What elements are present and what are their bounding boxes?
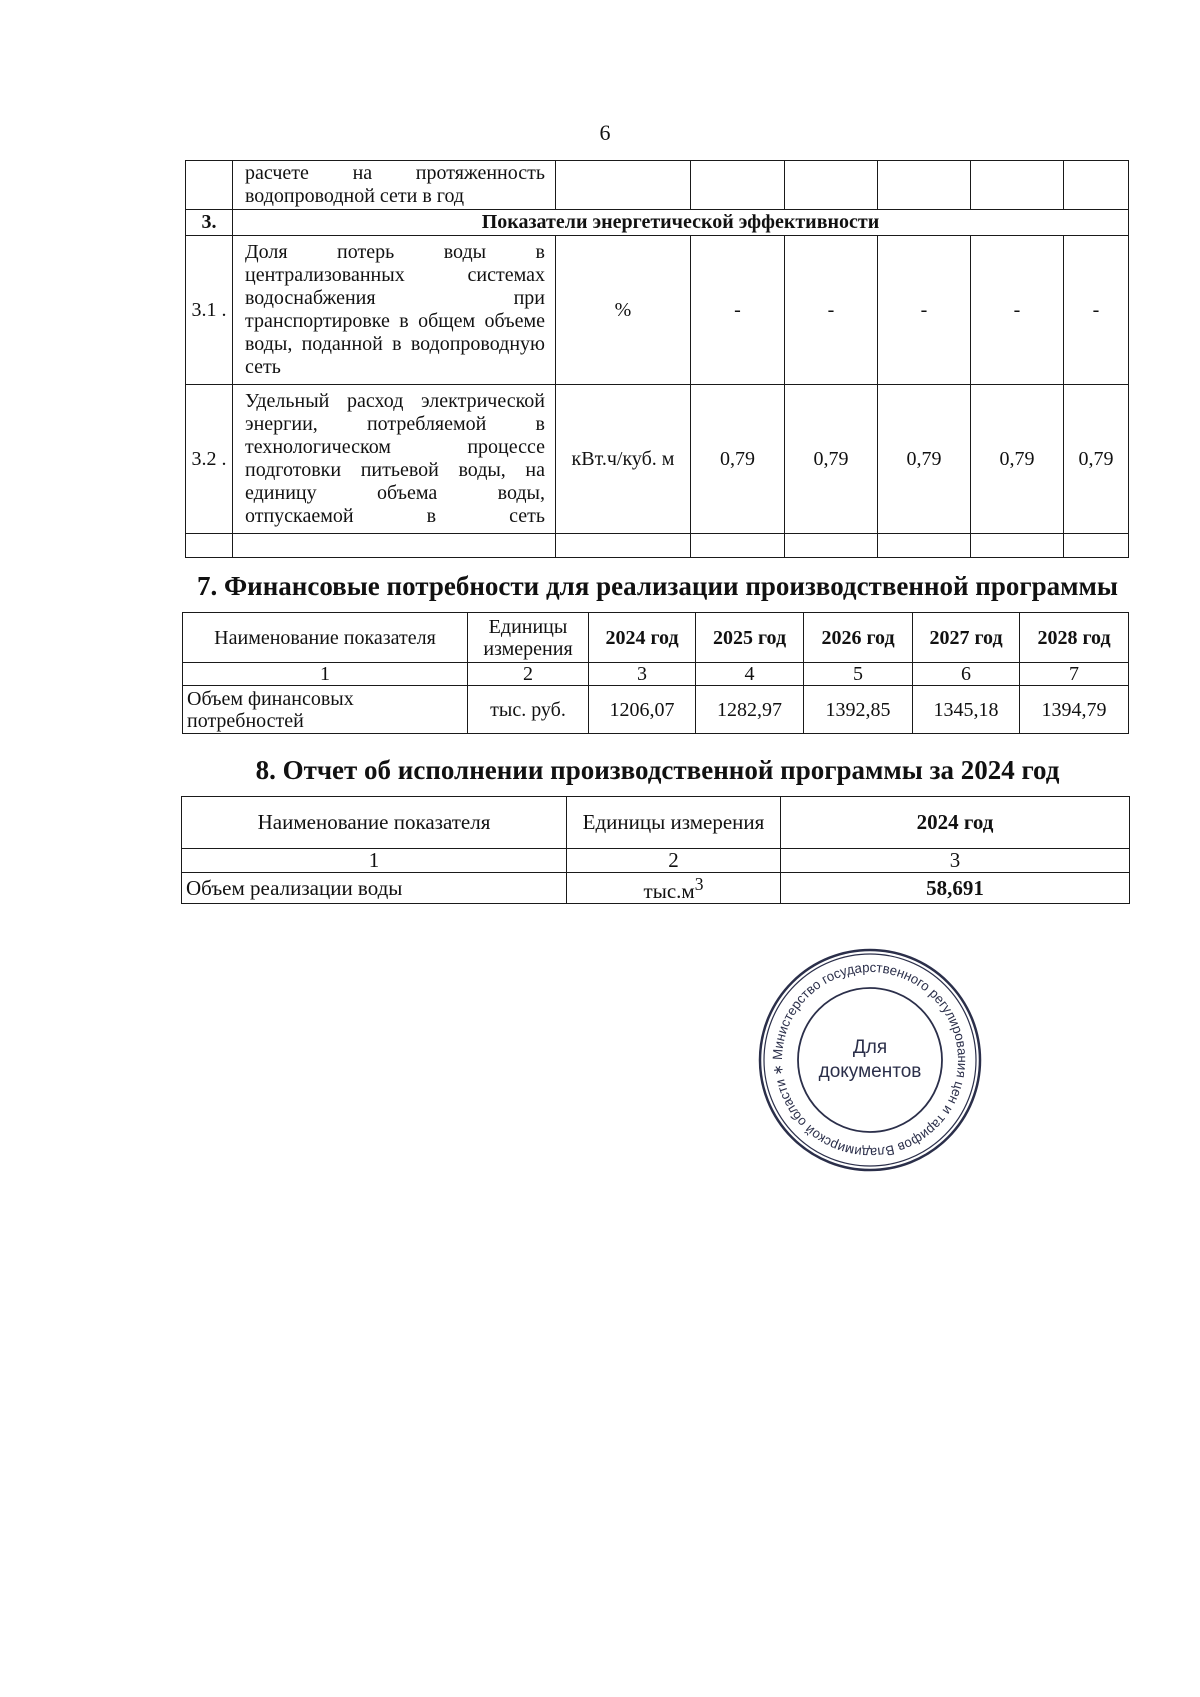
column-number: 2: [567, 849, 781, 873]
column-header: 2025 год: [696, 613, 804, 663]
column-header: 2024 год: [781, 797, 1130, 849]
section-heading: Показатели энергетической эффективности: [233, 210, 1129, 236]
program-report-table: [181, 796, 1130, 904]
official-stamp: [757, 947, 983, 1173]
column-number: 2: [468, 663, 589, 686]
value-cell: 0,79: [785, 385, 878, 534]
table-row: [186, 161, 1129, 210]
value-cell: 1392,85: [804, 686, 913, 734]
table-row: [186, 236, 1129, 385]
stamp-ring-text: [770, 960, 970, 1160]
value-cell: 0,79: [1064, 385, 1129, 534]
column-header: 2026 год: [804, 613, 913, 663]
indicator-name: Объем финансовых потребностей: [183, 686, 468, 734]
column-number: 1: [183, 663, 468, 686]
value-cell: 0,79: [971, 385, 1064, 534]
row-number: 3.2 .: [186, 385, 233, 534]
value-cell: 1206,07: [589, 686, 696, 734]
column-number-row: [182, 849, 1130, 873]
value-cell: 0,79: [878, 385, 971, 534]
stamp-outer-ring-inner: [764, 954, 976, 1166]
indicator-description: Доля потерь воды в централизованных системах водоснабжения при транспортировке в общем объеме воды, поданной в водопроводную сеть: [233, 236, 556, 385]
value-cell: -: [971, 236, 1064, 385]
table-header-row: [183, 613, 1129, 663]
value-cell: 1282,97: [696, 686, 804, 734]
section-8-title: 8. Отчет об исполнении производственной программы за 2024 год: [255, 755, 1060, 785]
financial-needs-table: [182, 612, 1129, 734]
column-number: 6: [913, 663, 1020, 686]
section-number: 3.: [186, 210, 233, 236]
column-number: 3: [781, 849, 1130, 873]
table-row: [183, 686, 1129, 734]
column-number: 1: [182, 849, 567, 873]
indicator-description: расчете на протяженность водопроводной сети в год: [233, 161, 556, 210]
row-number-cell: [186, 161, 233, 210]
value-cell: -: [1064, 236, 1129, 385]
unit-text: тыс.м: [643, 879, 695, 903]
value-cell: -: [785, 236, 878, 385]
unit-superscript: 3: [694, 874, 704, 894]
table-section-row: [186, 210, 1129, 236]
value-cell: 58,691: [781, 873, 1130, 904]
column-header: Наименование показателя: [182, 797, 567, 849]
value-cell: -: [691, 236, 785, 385]
column-header: Единицы измерения: [567, 797, 781, 849]
column-header: Единицы измерения: [468, 613, 589, 663]
stamp-outer-ring: [760, 950, 980, 1170]
column-number: 4: [696, 663, 804, 686]
indicator-description: Удельный расход электрической энергии, потребляемой в технологическом процессе подготовки питьевой воды, на единицу объема воды, отпускаемой в сеть: [233, 385, 556, 534]
stamp-inner-ring: [798, 988, 942, 1132]
section-7-title: 7. Финансовые потребности для реализации производственной программы: [196, 571, 1119, 601]
table-header-row: [182, 797, 1130, 849]
value-cell: 1345,18: [913, 686, 1020, 734]
value-cell: 1394,79: [1020, 686, 1129, 734]
stamp-center-line2: документов: [818, 1061, 922, 1082]
stamp-ring-textpath: Министерство государственного регулирования цен и тарифов Владимирской области ∗: [769, 959, 971, 1161]
column-number: 5: [804, 663, 913, 686]
unit-cell: [567, 873, 781, 904]
unit-cell: %: [556, 236, 691, 385]
table-row-empty: [186, 534, 1129, 558]
unit-cell: тыс. руб.: [468, 686, 589, 734]
column-header: 2024 год: [589, 613, 696, 663]
column-number: 3: [589, 663, 696, 686]
row-number: 3.1 .: [186, 236, 233, 385]
table-row: [182, 873, 1130, 904]
value-cell: -: [878, 236, 971, 385]
stamp-center-line1: Для: [852, 1037, 888, 1058]
column-header: 2028 год: [1020, 613, 1129, 663]
column-number: 7: [1020, 663, 1129, 686]
value-cell: 0,79: [691, 385, 785, 534]
column-header: 2027 год: [913, 613, 1020, 663]
column-header: Наименование показателя: [183, 613, 468, 663]
column-number-row: [183, 663, 1129, 686]
indicator-name: Объем реализации воды: [182, 873, 567, 904]
table-row: [186, 385, 1129, 534]
page-number: 6: [599, 120, 611, 145]
unit-cell: кВт.ч/куб. м: [556, 385, 691, 534]
energy-efficiency-table: [185, 160, 1129, 558]
